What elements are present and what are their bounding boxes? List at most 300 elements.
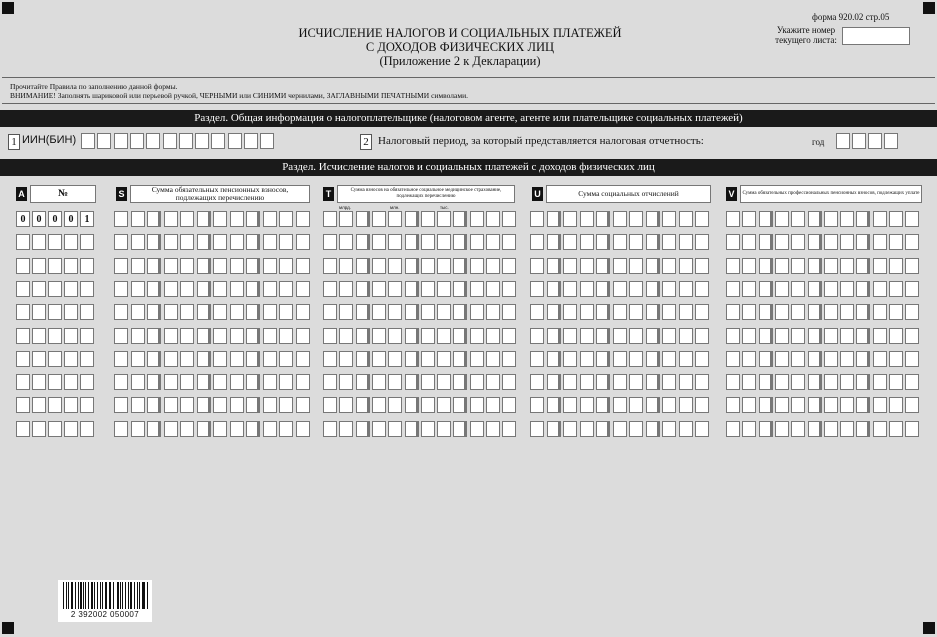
column-v-cell[interactable] [791,374,805,390]
column-t-cell[interactable] [453,281,467,297]
column-t-cell[interactable] [486,351,500,367]
column-v-cell[interactable] [808,304,822,320]
column-t-cell[interactable] [356,374,370,390]
column-u-cell[interactable] [695,258,709,274]
column-u-cell[interactable] [563,397,577,413]
column-v-cell[interactable] [840,374,854,390]
iin-cell[interactable] [146,133,160,149]
iin-cell[interactable] [244,133,258,149]
column-s-cell[interactable] [164,258,178,274]
column-t-cell[interactable] [388,351,402,367]
column-s-cell[interactable] [131,304,145,320]
column-v-cell[interactable] [856,234,870,250]
column-a-cell[interactable] [80,234,94,250]
column-a-cell[interactable] [48,374,62,390]
column-u-cell[interactable] [629,304,643,320]
column-s-cell[interactable] [147,351,161,367]
column-v-cell[interactable] [791,234,805,250]
column-t-cell[interactable] [470,374,484,390]
column-u-cell[interactable] [646,421,660,437]
column-s-cell[interactable] [213,351,227,367]
column-t-cell[interactable] [323,328,337,344]
column-v-cell[interactable] [840,234,854,250]
column-s-cell[interactable] [296,374,310,390]
column-v-cell[interactable] [742,281,756,297]
column-u-cell[interactable] [596,234,610,250]
column-v-cell[interactable] [742,421,756,437]
iin-cell[interactable] [114,133,128,149]
column-t-cell[interactable] [486,211,500,227]
column-t-cell[interactable] [339,351,353,367]
column-s-cell[interactable] [164,304,178,320]
column-v-cell[interactable] [759,351,773,367]
column-t-cell[interactable] [470,258,484,274]
column-t-cell[interactable] [502,258,516,274]
column-v-cell[interactable] [840,421,854,437]
column-v-cell[interactable] [889,374,903,390]
column-t-cell[interactable] [323,374,337,390]
column-u-cell[interactable] [613,304,627,320]
column-v-cell[interactable] [856,421,870,437]
column-v-cell[interactable] [726,281,740,297]
column-a-cell[interactable] [64,234,78,250]
column-u-cell[interactable] [530,211,544,227]
column-a-cell[interactable] [16,421,30,437]
column-s-cell[interactable] [263,258,277,274]
column-t-cell[interactable] [356,234,370,250]
column-t-cell[interactable] [502,304,516,320]
iin-cell[interactable] [81,133,95,149]
column-v-cell[interactable] [889,421,903,437]
column-u-cell[interactable] [547,234,561,250]
column-a-cell[interactable] [64,304,78,320]
column-a-cell[interactable] [32,328,46,344]
column-t-cell[interactable] [356,258,370,274]
column-s-cell[interactable] [164,397,178,413]
column-v-cell[interactable] [824,211,838,227]
sheet-number-field[interactable] [842,27,910,45]
column-v-cell[interactable] [808,374,822,390]
column-u-cell[interactable] [596,304,610,320]
column-u-cell[interactable] [580,328,594,344]
column-s-cell[interactable] [131,421,145,437]
column-s-cell[interactable] [114,211,128,227]
column-s-cell[interactable] [296,351,310,367]
column-s-cell[interactable] [279,281,293,297]
column-s-cell[interactable] [147,397,161,413]
column-a-cell[interactable] [64,421,78,437]
column-v-cell[interactable] [808,351,822,367]
iin-cell[interactable] [163,133,177,149]
column-t-cell[interactable] [453,421,467,437]
column-a-cell[interactable] [32,281,46,297]
column-v-cell[interactable] [840,351,854,367]
column-t-cell[interactable] [339,328,353,344]
column-t-cell[interactable] [372,397,386,413]
column-u-cell[interactable] [580,397,594,413]
column-v-cell[interactable] [873,397,887,413]
column-s-cell[interactable] [279,258,293,274]
column-s-cell[interactable] [131,234,145,250]
column-a-cell[interactable] [64,328,78,344]
column-u-cell[interactable] [613,211,627,227]
column-t-cell[interactable] [421,258,435,274]
column-v-cell[interactable] [905,421,919,437]
column-u-cell[interactable] [613,258,627,274]
column-s-cell[interactable] [131,211,145,227]
column-t-cell[interactable] [486,421,500,437]
column-a-cell[interactable] [16,374,30,390]
column-v-cell[interactable] [856,211,870,227]
column-v-cell[interactable] [856,328,870,344]
column-s-cell[interactable] [296,304,310,320]
column-v-cell[interactable] [726,421,740,437]
iin-cell[interactable] [179,133,193,149]
column-t-cell[interactable] [339,211,353,227]
column-v-cell[interactable] [856,397,870,413]
column-s-cell[interactable] [279,328,293,344]
column-v-cell[interactable] [824,258,838,274]
column-t-cell[interactable] [421,397,435,413]
column-v-cell[interactable] [873,304,887,320]
iin-cell[interactable] [97,133,111,149]
column-v-cell[interactable] [856,374,870,390]
iin-cell[interactable] [130,133,144,149]
column-a-cell[interactable] [80,397,94,413]
column-t-cell[interactable] [470,281,484,297]
column-u-cell[interactable] [695,351,709,367]
column-u-cell[interactable] [563,351,577,367]
column-s-cell[interactable] [230,328,244,344]
column-v-cell[interactable] [775,374,789,390]
column-t-cell[interactable] [502,211,516,227]
column-t-cell[interactable] [421,421,435,437]
column-t-cell[interactable] [421,328,435,344]
column-s-cell[interactable] [180,374,194,390]
column-v-cell[interactable] [759,397,773,413]
column-v-cell[interactable] [726,328,740,344]
column-t-cell[interactable] [372,211,386,227]
column-t-cell[interactable] [453,258,467,274]
column-s-cell[interactable] [279,397,293,413]
column-a-cell[interactable] [16,397,30,413]
column-s-cell[interactable] [230,258,244,274]
column-s-cell[interactable] [213,328,227,344]
column-u-cell[interactable] [613,397,627,413]
column-v-cell[interactable] [840,397,854,413]
column-s-cell[interactable] [263,397,277,413]
column-t-cell[interactable] [486,304,500,320]
column-a-cell[interactable] [80,258,94,274]
column-t-cell[interactable] [502,281,516,297]
column-u-cell[interactable] [646,351,660,367]
column-v-cell[interactable] [726,234,740,250]
column-u-cell[interactable] [646,304,660,320]
column-t-cell[interactable] [502,397,516,413]
column-a-cell[interactable] [16,258,30,274]
column-t-cell[interactable] [421,351,435,367]
column-s-cell[interactable] [164,211,178,227]
column-u-cell[interactable] [530,304,544,320]
column-u-cell[interactable] [662,351,676,367]
column-s-cell[interactable] [147,328,161,344]
column-v-cell[interactable] [824,281,838,297]
column-u-cell[interactable] [662,421,676,437]
column-u-cell[interactable] [563,281,577,297]
column-v-cell[interactable] [840,281,854,297]
column-t-cell[interactable] [486,397,500,413]
column-s-cell[interactable] [296,421,310,437]
column-s-cell[interactable] [197,374,211,390]
iin-cell[interactable] [228,133,242,149]
column-v-cell[interactable] [808,234,822,250]
column-u-cell[interactable] [563,211,577,227]
column-u-cell[interactable] [629,258,643,274]
column-u-cell[interactable] [613,234,627,250]
column-u-cell[interactable] [629,234,643,250]
column-t-cell[interactable] [372,351,386,367]
column-t-cell[interactable] [437,234,451,250]
column-t-cell[interactable] [486,234,500,250]
column-v-cell[interactable] [905,351,919,367]
column-t-cell[interactable] [470,421,484,437]
column-a-cell[interactable] [80,374,94,390]
column-s-cell[interactable] [114,328,128,344]
column-v-cell[interactable] [775,328,789,344]
column-s-cell[interactable] [213,397,227,413]
column-s-cell[interactable] [213,421,227,437]
column-s-cell[interactable] [180,234,194,250]
column-s-cell[interactable] [263,211,277,227]
column-u-cell[interactable] [646,258,660,274]
column-u-cell[interactable] [679,397,693,413]
column-u-cell[interactable] [695,421,709,437]
column-u-cell[interactable] [646,374,660,390]
column-v-cell[interactable] [791,281,805,297]
column-u-cell[interactable] [563,328,577,344]
column-s-cell[interactable] [279,211,293,227]
column-s-cell[interactable] [296,211,310,227]
column-u-cell[interactable] [563,304,577,320]
column-u-cell[interactable] [679,351,693,367]
column-u-cell[interactable] [646,211,660,227]
column-t-cell[interactable] [405,374,419,390]
iin-cell[interactable] [211,133,225,149]
column-a-cell[interactable] [32,397,46,413]
column-a-cell[interactable] [64,351,78,367]
column-v-cell[interactable] [742,351,756,367]
column-t-cell[interactable] [421,234,435,250]
column-s-cell[interactable] [263,421,277,437]
column-v-cell[interactable] [791,421,805,437]
column-t-cell[interactable] [323,281,337,297]
column-a-cell[interactable] [32,374,46,390]
column-v-cell[interactable] [742,211,756,227]
column-t-cell[interactable] [372,234,386,250]
column-v-cell[interactable] [873,258,887,274]
column-s-cell[interactable] [197,234,211,250]
column-t-cell[interactable] [339,304,353,320]
column-t-cell[interactable] [372,421,386,437]
row-number-digit[interactable]: 0 [48,211,62,227]
column-t-cell[interactable] [323,234,337,250]
column-u-cell[interactable] [679,258,693,274]
column-u-cell[interactable] [580,234,594,250]
column-u-cell[interactable] [580,211,594,227]
column-u-cell[interactable] [629,281,643,297]
column-t-cell[interactable] [470,304,484,320]
column-v-cell[interactable] [873,328,887,344]
column-s-cell[interactable] [164,234,178,250]
column-u-cell[interactable] [662,281,676,297]
column-s-cell[interactable] [114,234,128,250]
column-t-cell[interactable] [388,234,402,250]
column-v-cell[interactable] [873,281,887,297]
column-s-cell[interactable] [197,258,211,274]
iin-cell[interactable] [195,133,209,149]
column-t-cell[interactable] [502,421,516,437]
column-u-cell[interactable] [530,258,544,274]
column-s-cell[interactable] [296,258,310,274]
column-v-cell[interactable] [889,351,903,367]
column-a-cell[interactable] [48,234,62,250]
column-v-cell[interactable] [840,211,854,227]
column-t-cell[interactable] [421,281,435,297]
column-t-cell[interactable] [388,304,402,320]
column-s-cell[interactable] [296,397,310,413]
column-v-cell[interactable] [889,397,903,413]
column-t-cell[interactable] [405,281,419,297]
column-s-cell[interactable] [246,328,260,344]
column-t-cell[interactable] [388,374,402,390]
column-s-cell[interactable] [246,351,260,367]
column-t-cell[interactable] [323,421,337,437]
column-u-cell[interactable] [580,304,594,320]
column-t-cell[interactable] [437,397,451,413]
column-u-cell[interactable] [646,234,660,250]
column-t-cell[interactable] [356,351,370,367]
column-v-cell[interactable] [905,211,919,227]
column-u-cell[interactable] [530,234,544,250]
column-t-cell[interactable] [372,304,386,320]
row-number-digit[interactable]: 1 [80,211,94,227]
column-s-cell[interactable] [213,304,227,320]
column-u-cell[interactable] [695,281,709,297]
column-t-cell[interactable] [405,234,419,250]
column-s-cell[interactable] [147,234,161,250]
column-v-cell[interactable] [726,304,740,320]
column-a-cell[interactable] [16,351,30,367]
column-v-cell[interactable] [791,351,805,367]
column-s-cell[interactable] [263,234,277,250]
column-s-cell[interactable] [246,258,260,274]
column-v-cell[interactable] [856,281,870,297]
column-t-cell[interactable] [339,421,353,437]
column-u-cell[interactable] [563,421,577,437]
iin-cell[interactable] [260,133,274,149]
column-u-cell[interactable] [695,397,709,413]
column-s-cell[interactable] [180,421,194,437]
column-t-cell[interactable] [405,304,419,320]
column-t-cell[interactable] [323,211,337,227]
year-cell[interactable] [884,133,898,149]
column-a-cell[interactable] [48,328,62,344]
column-u-cell[interactable] [596,351,610,367]
column-s-cell[interactable] [147,281,161,297]
column-v-cell[interactable] [742,374,756,390]
column-u-cell[interactable] [580,421,594,437]
column-v-cell[interactable] [824,234,838,250]
column-u-cell[interactable] [596,421,610,437]
row-number-digit[interactable]: 0 [32,211,46,227]
column-u-cell[interactable] [646,397,660,413]
column-u-cell[interactable] [580,281,594,297]
column-u-cell[interactable] [530,328,544,344]
column-t-cell[interactable] [421,211,435,227]
column-s-cell[interactable] [197,421,211,437]
column-t-cell[interactable] [470,351,484,367]
column-a-cell[interactable] [48,421,62,437]
column-t-cell[interactable] [470,234,484,250]
column-s-cell[interactable] [230,304,244,320]
column-t-cell[interactable] [356,397,370,413]
column-t-cell[interactable] [405,258,419,274]
column-s-cell[interactable] [131,374,145,390]
column-t-cell[interactable] [502,374,516,390]
column-t-cell[interactable] [405,328,419,344]
column-v-cell[interactable] [824,328,838,344]
column-u-cell[interactable] [695,304,709,320]
column-v-cell[interactable] [808,211,822,227]
column-a-cell[interactable] [80,421,94,437]
column-t-cell[interactable] [486,281,500,297]
column-s-cell[interactable] [180,397,194,413]
column-a-cell[interactable] [80,328,94,344]
column-t-cell[interactable] [486,258,500,274]
column-v-cell[interactable] [775,304,789,320]
column-v-cell[interactable] [759,304,773,320]
column-u-cell[interactable] [596,328,610,344]
column-u-cell[interactable] [563,258,577,274]
column-v-cell[interactable] [726,211,740,227]
column-a-cell[interactable] [32,421,46,437]
column-s-cell[interactable] [131,328,145,344]
column-u-cell[interactable] [547,304,561,320]
column-v-cell[interactable] [889,328,903,344]
column-t-cell[interactable] [502,351,516,367]
column-v-cell[interactable] [775,281,789,297]
column-u-cell[interactable] [679,234,693,250]
column-u-cell[interactable] [629,421,643,437]
column-s-cell[interactable] [230,281,244,297]
column-a-cell[interactable] [80,351,94,367]
column-v-cell[interactable] [905,258,919,274]
column-t-cell[interactable] [372,328,386,344]
column-s-cell[interactable] [213,374,227,390]
column-s-cell[interactable] [180,211,194,227]
column-s-cell[interactable] [180,258,194,274]
column-s-cell[interactable] [114,374,128,390]
column-s-cell[interactable] [296,234,310,250]
column-a-cell[interactable] [48,258,62,274]
column-t-cell[interactable] [388,258,402,274]
column-s-cell[interactable] [279,421,293,437]
column-u-cell[interactable] [662,211,676,227]
column-t-cell[interactable] [502,234,516,250]
column-u-cell[interactable] [547,258,561,274]
column-u-cell[interactable] [547,281,561,297]
column-s-cell[interactable] [114,258,128,274]
